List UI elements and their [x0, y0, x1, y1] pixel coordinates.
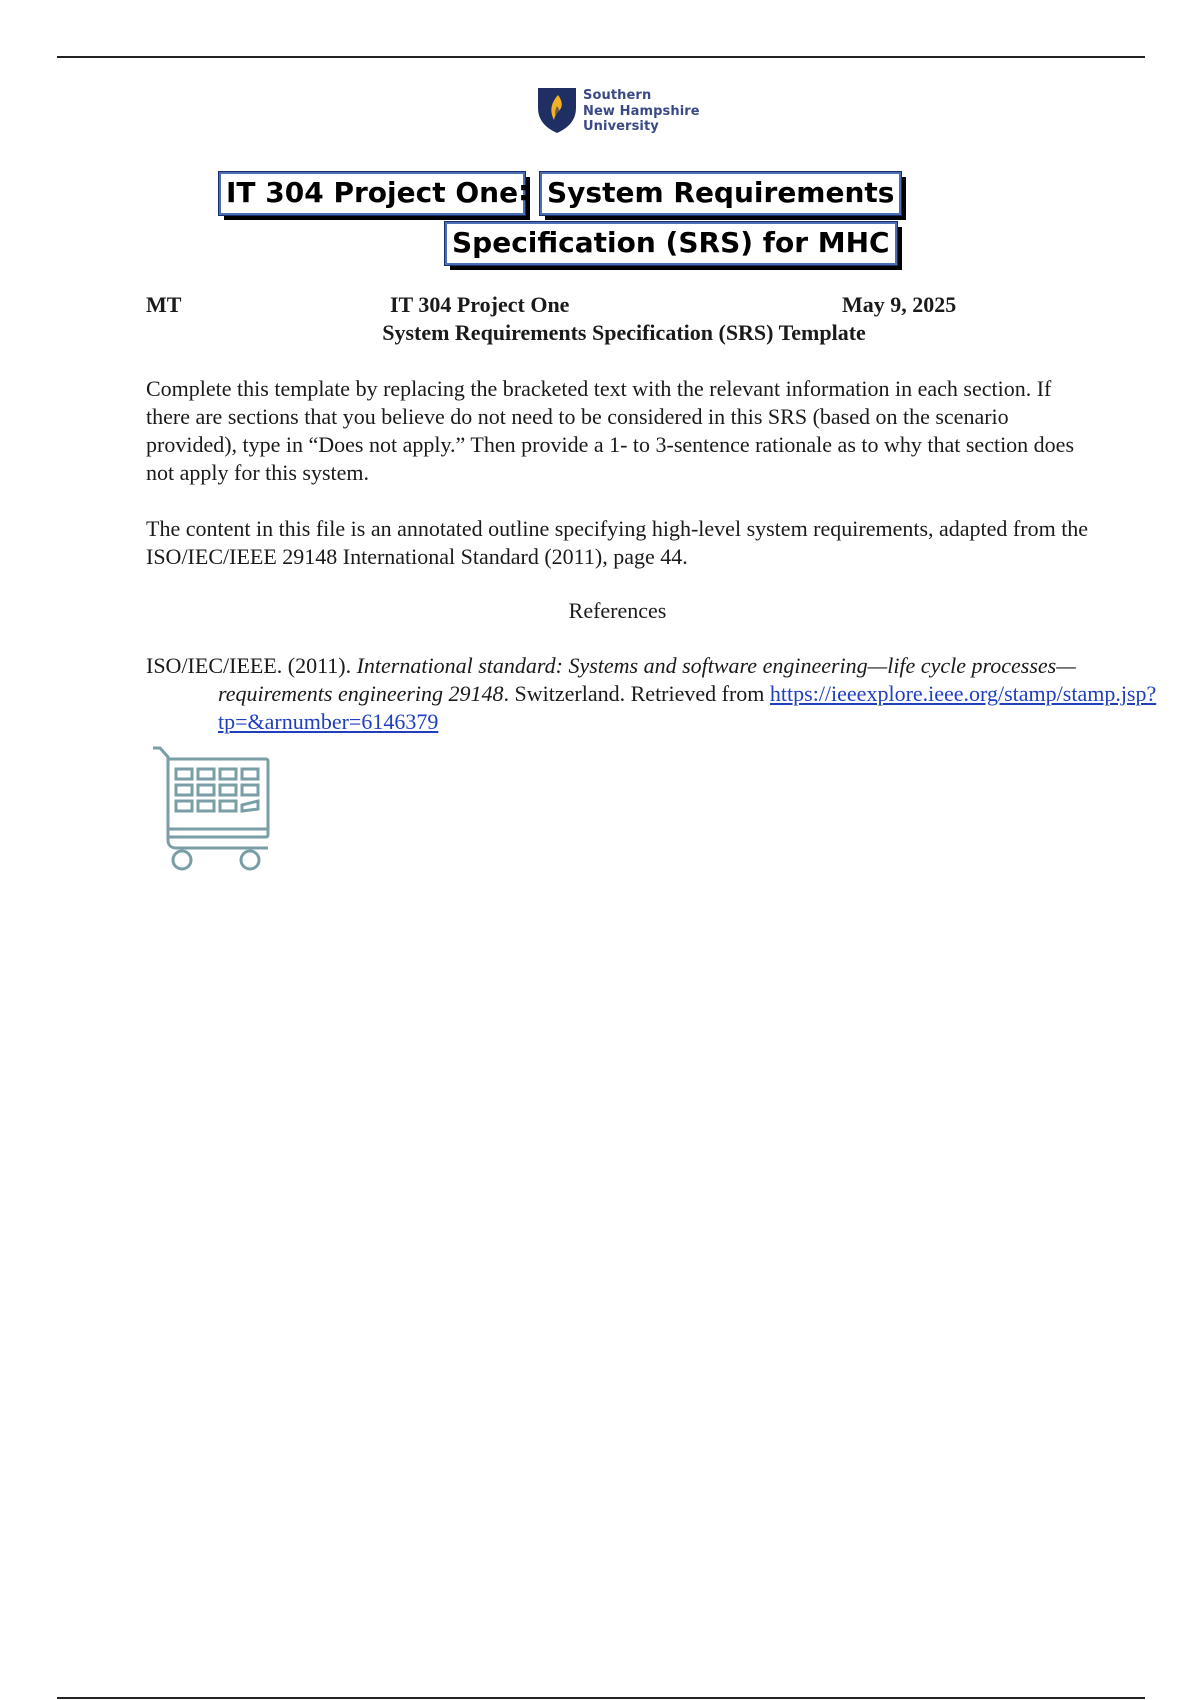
- references-heading: References: [568, 598, 667, 623]
- footer-rule: [57, 1697, 1145, 1699]
- document-subtitle: System Requirements Specification (SRS) Template: [382, 320, 866, 345]
- reference-title: International standard: Systems and software engineering—life cycle processes—requirements engineering 29148: [218, 653, 1076, 706]
- header-rule: [57, 56, 1145, 58]
- title-part-2: System Requirements: [540, 172, 901, 215]
- logo-line-3: University: [583, 119, 659, 134]
- course-name: IT 304 Project One: [390, 292, 570, 317]
- snhu-logo: [536, 86, 706, 136]
- title-part-3: Specification (SRS) for MHC: [445, 222, 897, 265]
- reference-entry: [146, 652, 1158, 736]
- document-date: May 9, 2025: [842, 292, 957, 317]
- content-paragraph: The content in this file is an annotated outline specifying high-level system requirements, adapted from the ISO/IEC/IEEE 29148 International Standard (2011), page 44.: [146, 516, 1089, 569]
- logo-line-2: New Hampshire: [583, 103, 700, 119]
- author-name: MT: [146, 292, 182, 317]
- shopping-cart-icon: [150, 745, 275, 878]
- title-part-1: IT 304 Project One: [219, 172, 525, 215]
- title-separator: :: [518, 174, 530, 207]
- instructions-paragraph: Complete this template by replacing the bracketed text with the relevant information in each section. If there are sections that you believe do not need to be considered in this SRS (based on the scenario provided), type in “Does not apply.” Then provide a 1- to 3-sentence rationale as to why that section does not apply for this system.: [146, 376, 1075, 485]
- reference-suffix: . Switzerland. Retrieved from: [503, 681, 770, 706]
- logo-line-1: Southern: [583, 88, 652, 103]
- reference-prefix: ISO/IEC/IEEE. (2011).: [146, 653, 357, 678]
- logo-wordmark: [583, 88, 700, 135]
- reference-link[interactable]: https://ieeexplore.ieee.org/stamp/stamp.jsp?tp=&arnumber=6146379: [218, 681, 1157, 734]
- shield-flame-icon: [536, 86, 578, 134]
